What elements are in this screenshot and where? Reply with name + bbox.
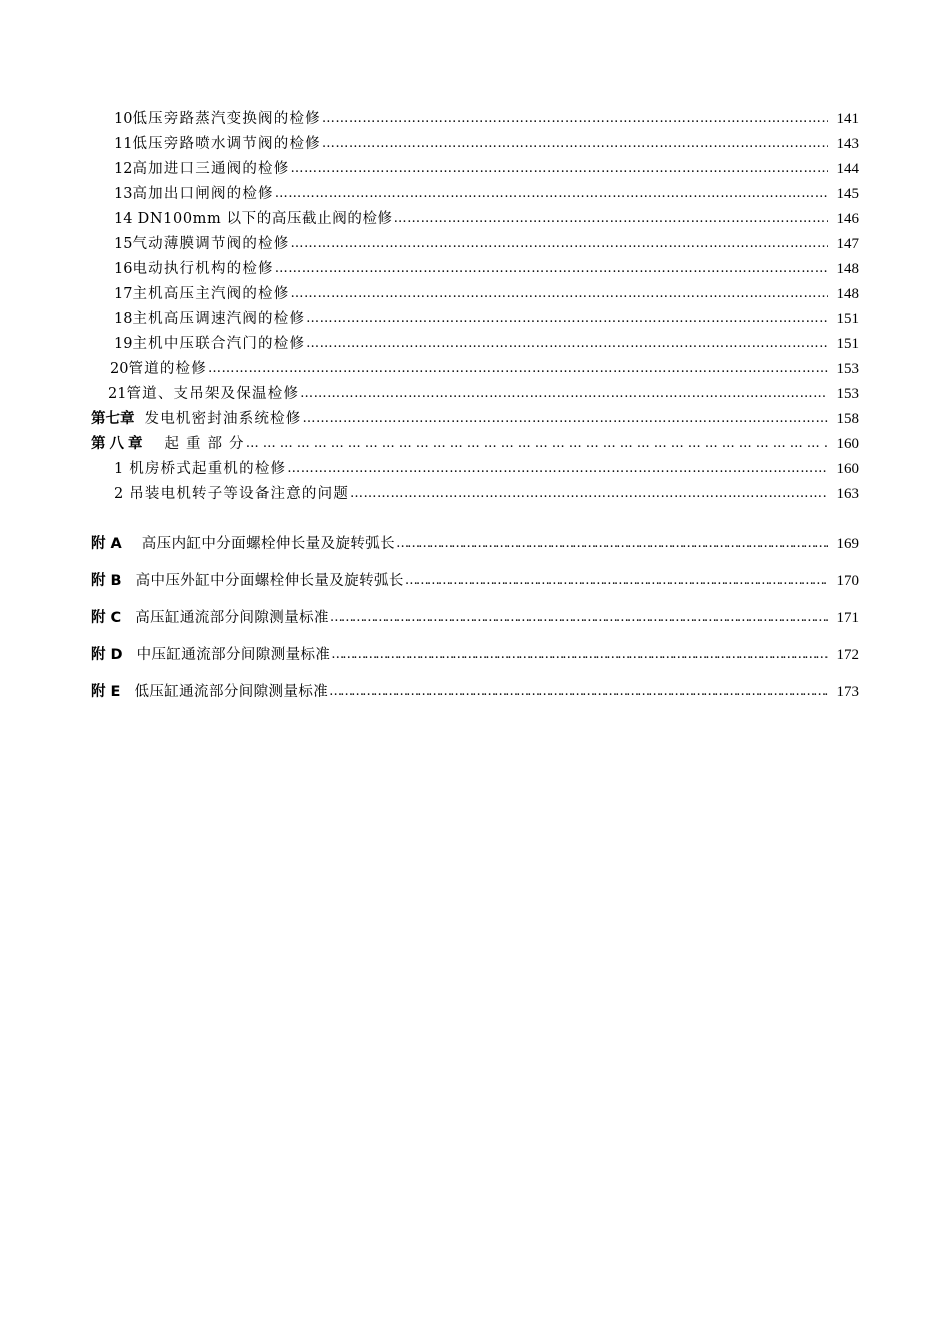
leader-dots [306,312,828,326]
toc-entry-appendix-b[interactable] [0,566,950,590]
toc-entry-section-13[interactable] [0,179,950,203]
page-number: 160 [836,461,859,477]
page-number: 151 [836,336,859,352]
chapter-title: 发电机密封油系统检修 [144,411,302,427]
toc-entry-section-12[interactable] [0,154,950,178]
section-number: 10 [114,111,133,127]
leader-dots [290,287,828,301]
leader-dots [329,685,828,699]
toc-entry-section-16[interactable] [0,254,950,278]
section-title: 低压旁路蒸汽变换阀的检修 [132,111,321,127]
leader-dots [396,537,828,551]
leader-dots [275,187,828,201]
toc-entry-section-15[interactable] [0,229,950,253]
toc-entry-section-17[interactable] [0,279,950,303]
leader-dots [290,237,828,251]
page-number: 169 [836,536,859,552]
section-number: 1 [114,461,124,477]
page-number: 170 [836,573,859,589]
toc-entry-section-19[interactable] [0,329,950,353]
page-number: 158 [836,411,859,427]
section-title: 主机高压主汽阀的检修 [132,286,290,302]
page-number: 172 [836,647,859,663]
page-number: 144 [836,161,859,177]
toc-entry-section-20[interactable] [0,354,950,378]
leader-dots [275,262,828,276]
appendix-title: 中压缸通流部分间隙测量标准 [136,647,331,663]
section-number: 15 [114,236,133,252]
page-number: 160 [836,436,859,452]
chapter-label: 第八章 [91,436,147,452]
appendix-label: 附 C [91,610,122,626]
leader-dots [300,387,828,401]
appendix-title: 低压缸通流部分间隙测量标准 [134,684,329,700]
appendix-title: 高中压外缸中分面螺栓伸长量及旋转弧长 [135,573,404,589]
toc-entry-appendix-c[interactable] [0,603,950,627]
appendix-label: 附 B [91,573,122,589]
page-number: 153 [836,361,859,377]
toc-entry-section-21[interactable] [0,379,950,403]
page-number: 148 [836,286,859,302]
section-number: 20 [110,361,129,377]
toc-entry-section-10[interactable] [0,104,950,128]
leader-dots [306,337,828,351]
page-number: 171 [836,610,859,626]
section-number: 13 [114,186,133,202]
section-title: 主机中压联合汽门的检修 [132,336,306,352]
page-number: 148 [836,261,859,277]
appendix-label: 附 E [91,684,121,700]
page-number: 146 [836,211,859,227]
section-number: 18 [114,311,133,327]
leader-dots [290,162,828,176]
toc-entry-section-11[interactable] [0,129,950,153]
toc-entry-appendix-e[interactable] [0,677,950,701]
section-title: 低压旁路喷水调节阀的检修 [132,136,321,152]
toc-entry-section-18[interactable] [0,304,950,328]
section-title: 高加出口闸阀的检修 [132,186,274,202]
section-title: DN100mm 以下的高压截止阀的检修 [132,211,393,227]
leader-dots [322,112,828,126]
leader-dots [322,137,828,151]
toc-entry-section-14[interactable] [0,204,950,228]
section-number: 12 [114,161,133,177]
section-title: 主机高压调速汽阀的检修 [132,311,306,327]
toc-entry-chapter-8[interactable] [0,429,950,453]
page-number: 153 [836,386,859,402]
section-title: 电动执行机构的检修 [132,261,274,277]
toc-entry-appendix-a[interactable] [0,529,950,553]
leader-dots [287,462,828,476]
toc-entry-chapter8-section-1[interactable] [0,454,950,478]
section-number: 2 [114,486,124,502]
leader-dots [303,412,829,426]
page-number: 173 [836,684,859,700]
leader-dots [246,437,828,451]
leader-dots [208,362,828,376]
leader-dots [331,648,828,662]
appendix-label: 附 A [91,536,122,552]
leader-dots [394,212,828,226]
leader-dots [330,611,828,625]
toc-entry-chapter8-section-2[interactable] [0,479,950,503]
page-number: 151 [836,311,859,327]
section-number: 21 [108,386,127,402]
page-number: 143 [836,136,859,152]
section-number: 11 [114,136,133,152]
section-number: 17 [114,286,133,302]
section-title: 高加进口三通阀的检修 [132,161,290,177]
appendix-title: 高压内缸中分面螺栓伸长量及旋转弧长 [141,536,396,552]
page-number: 141 [836,111,859,127]
section-title: 吊装电机转子等设备注意的问题 [129,486,350,502]
toc-entry-appendix-d[interactable] [0,640,950,664]
leader-dots [405,574,828,588]
toc-entry-chapter-7[interactable] [0,404,950,428]
appendix-title: 高压缸通流部分间隙测量标准 [135,610,329,626]
section-title: 管道、支吊架及保温检修 [126,386,300,402]
section-number: 16 [114,261,133,277]
page-number: 145 [836,186,859,202]
section-title: 机房桥式起重机的检修 [129,461,287,477]
section-number: 14 [114,211,133,227]
chapter-title: 起 重 部 分 [164,436,245,452]
page-number: 147 [836,236,859,252]
appendix-label: 附 D [91,647,123,663]
section-title: 管道的检修 [128,361,207,377]
page-number: 163 [836,486,859,502]
section-number: 19 [114,336,133,352]
section-title: 气动薄膜调节阀的检修 [132,236,290,252]
leader-dots [350,487,828,501]
chapter-label: 第七章 [91,411,135,427]
